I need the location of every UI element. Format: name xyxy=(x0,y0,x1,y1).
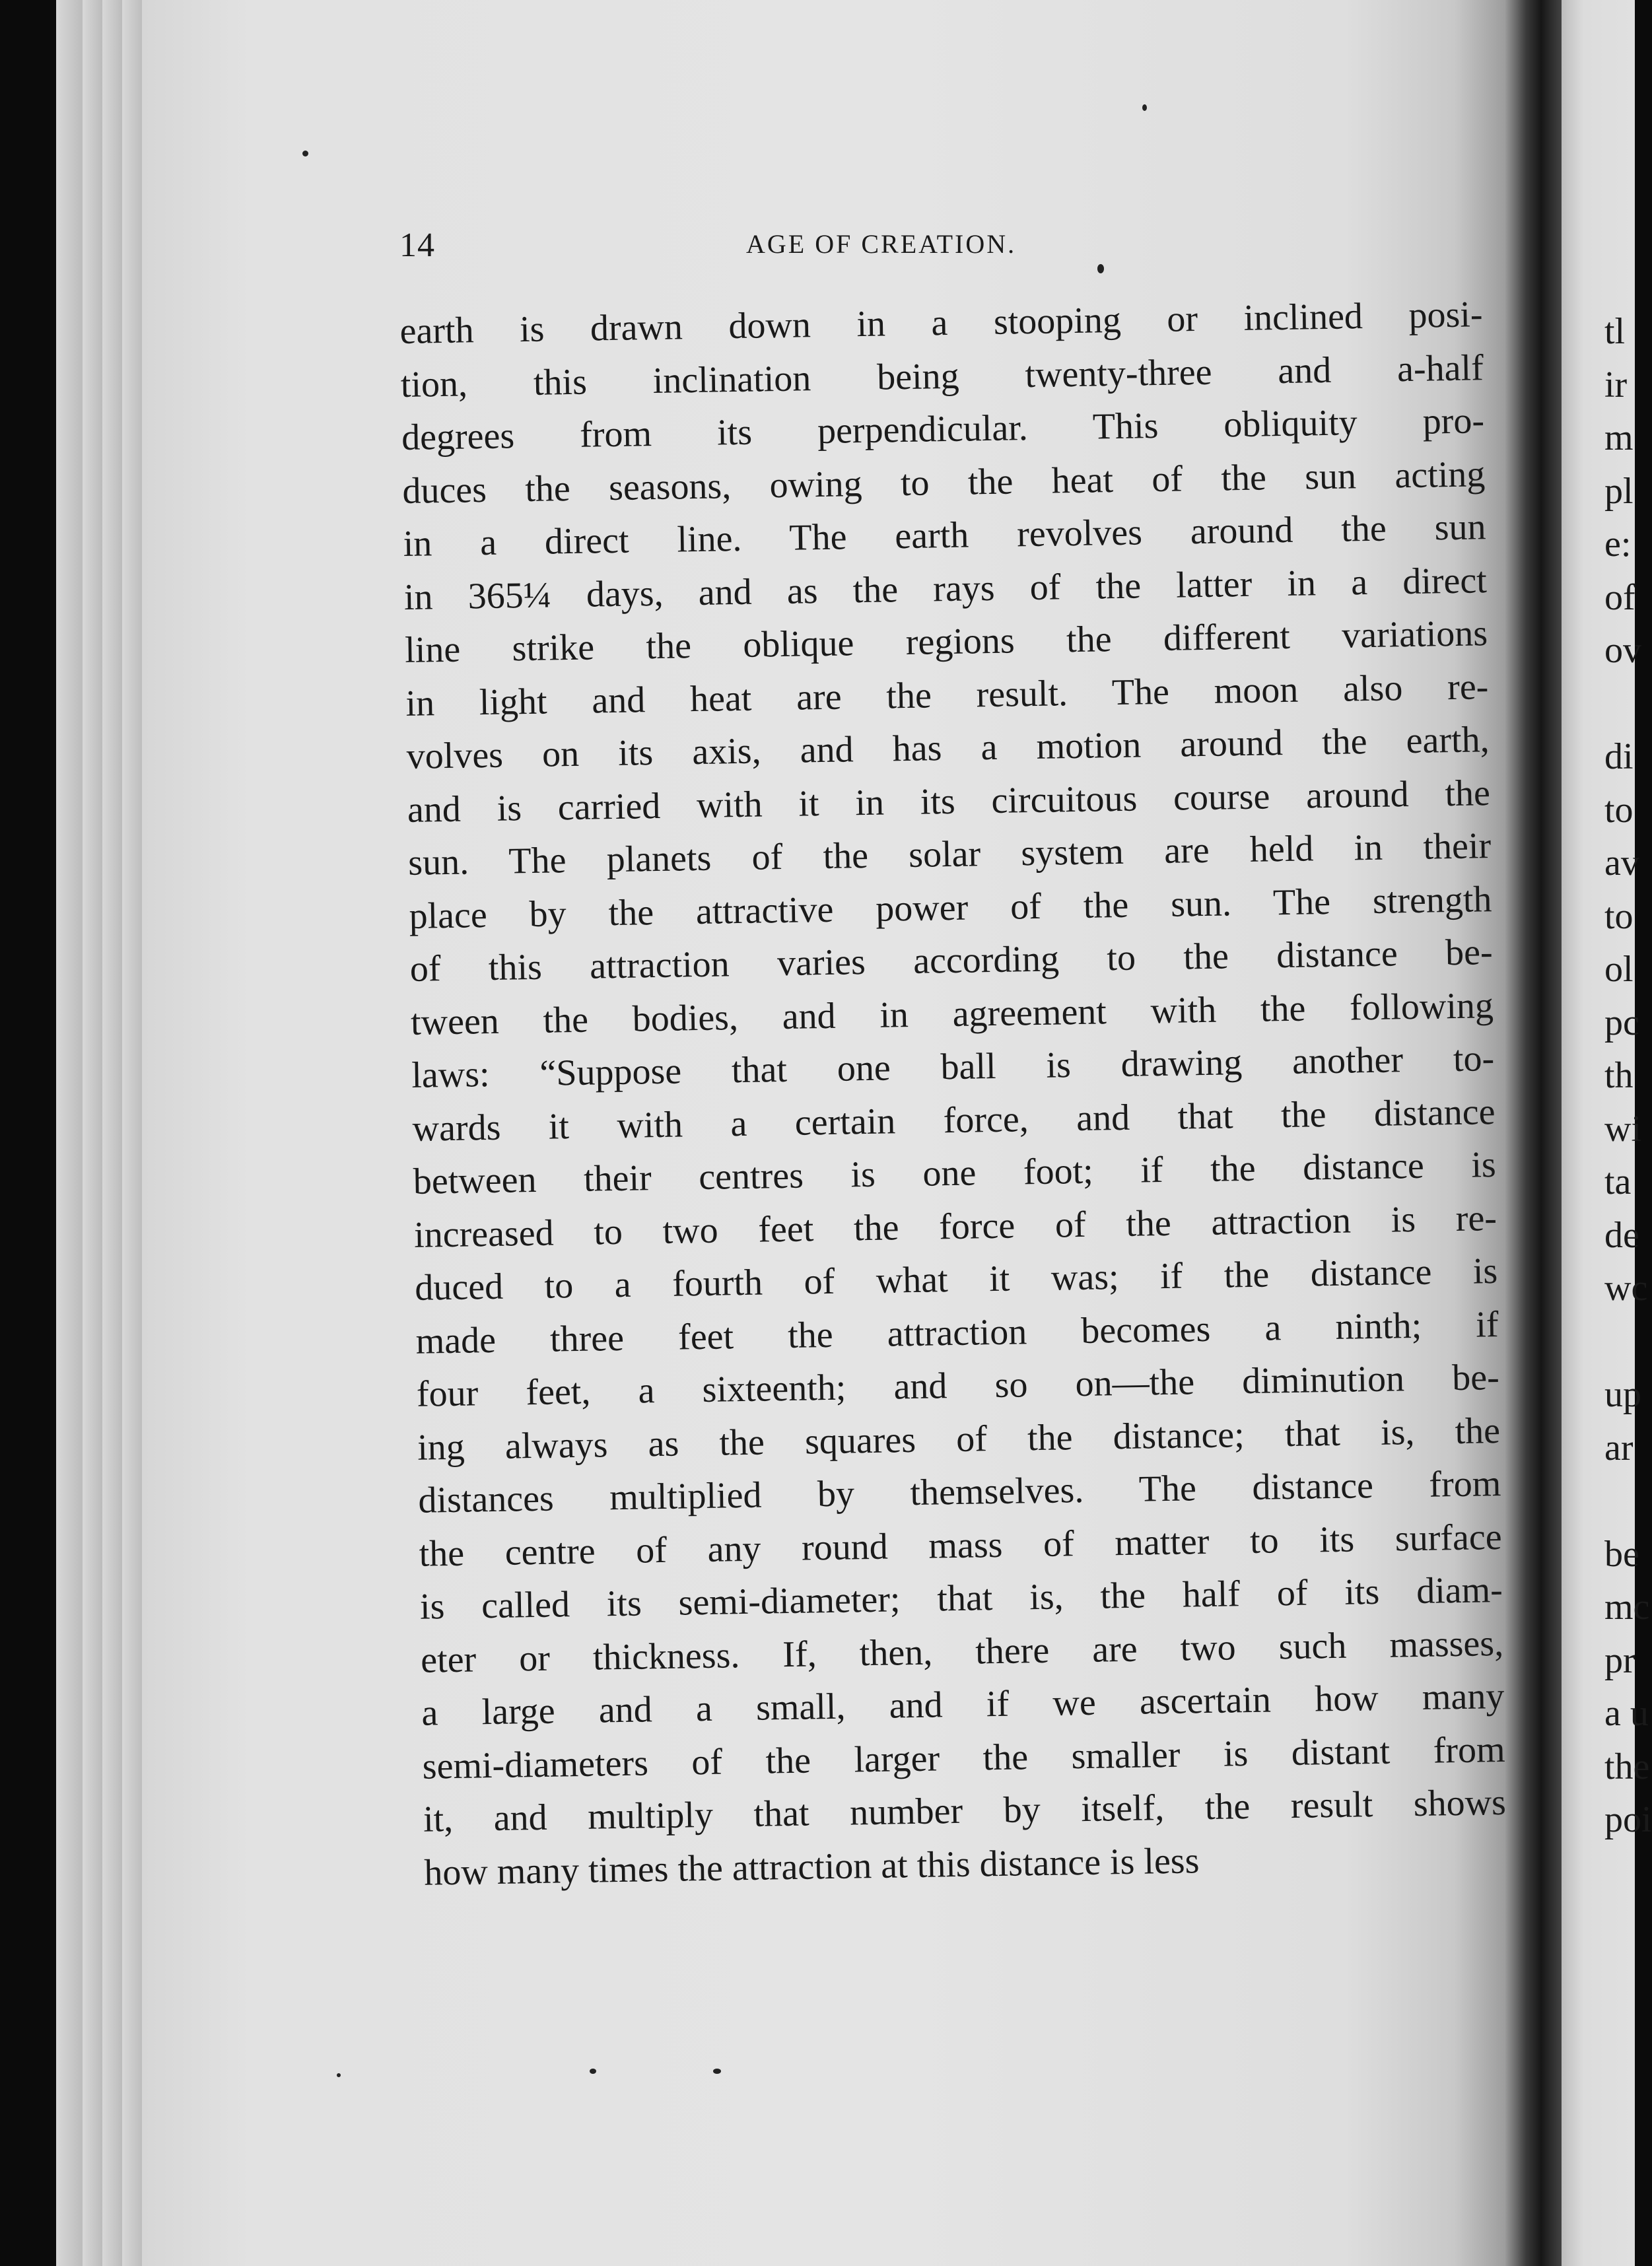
facing-text-fragment: be xyxy=(1604,1533,1639,1575)
text-line: degrees from its perpendicular. This obliquity pro- xyxy=(401,400,1485,458)
scan-speck xyxy=(302,151,308,156)
text-line: and is carried with it in its circuitous course around the xyxy=(407,772,1491,831)
body-text xyxy=(399,288,1507,1899)
facing-text-fragment xyxy=(1604,1474,1644,1528)
facing-text-fragment: up xyxy=(1604,1374,1641,1415)
text-line: tion, this inclination being twenty-three and a-half xyxy=(400,347,1484,405)
text-line: in 365¼ days, and as the rays of the latter in a direct xyxy=(403,559,1488,618)
facing-text-fragment xyxy=(1604,1847,1644,1900)
facing-text-fragment: poi xyxy=(1604,1799,1652,1840)
page-edge xyxy=(56,0,85,2266)
text-line: tween the bodies, and in agreement with the following xyxy=(410,984,1494,1043)
scan-speck xyxy=(713,2069,721,2074)
facing-text-fragment: pc xyxy=(1604,1002,1639,1043)
text-line: eter or thickness. If, then, there are two such masses, xyxy=(420,1622,1504,1681)
facing-text-fragment: of xyxy=(1604,576,1635,618)
facing-text-fragment xyxy=(1604,677,1644,731)
facing-text-fragment: pl xyxy=(1604,470,1634,512)
text-line: the centre of any round mass of matter to its surface xyxy=(419,1516,1502,1575)
text-line: semi-diameters of the larger the smaller is distant from xyxy=(422,1729,1506,1787)
text-line: place by the attractive power of the sun. The strength xyxy=(409,878,1492,937)
text-line: laws: “Suppose that one ball is drawing another to- xyxy=(411,1038,1495,1096)
facing-text-fragment: the xyxy=(1604,1746,1650,1787)
scan-speck xyxy=(1142,104,1147,111)
facing-text-fragment xyxy=(1604,1315,1644,1369)
facing-page-text xyxy=(1604,305,1652,1900)
facing-text-fragment: wi xyxy=(1604,1108,1641,1150)
text-line: line strike the oblique regions the different variations xyxy=(404,613,1488,671)
text-line: a large and a small, and if we ascertain how many xyxy=(421,1675,1505,1734)
text-line: in light and heat are the result. The moon also re- xyxy=(405,666,1489,724)
facing-text-fragment: ta xyxy=(1604,1161,1632,1202)
text-line: wards it with a certain force, and that the distance xyxy=(412,1091,1496,1150)
text-line: it, and multiply that number by itself, the result shows xyxy=(423,1781,1507,1840)
text-line: sun. The planets of the solar system are held in their xyxy=(407,825,1492,883)
text-line: duces the seasons, owing to the heat of the sun acting xyxy=(401,453,1486,512)
facing-text-fragment: tl xyxy=(1604,311,1626,352)
binding-gutter xyxy=(1505,0,1565,2266)
facing-text-fragment: ol xyxy=(1604,949,1634,990)
page-edge xyxy=(83,0,104,2266)
facing-text-fragment: ov xyxy=(1604,630,1641,671)
facing-text-fragment: th xyxy=(1604,1055,1634,1096)
text-line: increased to two feet the force of the attraction is re- xyxy=(413,1197,1497,1256)
scan-speck xyxy=(1097,264,1104,273)
facing-text-fragment: av xyxy=(1604,842,1639,883)
facing-text-fragment: di xyxy=(1604,736,1634,777)
facing-text-fragment: pr xyxy=(1604,1639,1635,1681)
running-head: AGE OF CREATION. xyxy=(746,229,1017,259)
scan-speck xyxy=(590,2069,596,2074)
facing-text-fragment: mc xyxy=(1604,1587,1650,1628)
text-line: earth is drawn down in a stooping or inclined posi- xyxy=(399,294,1483,352)
text-line: duced to a fourth of what it was; if the distance is xyxy=(414,1251,1498,1309)
facing-text-fragment: a u xyxy=(1604,1693,1649,1734)
text-line: is called its semi-diameter; that is, the half of its diam- xyxy=(419,1569,1503,1628)
facing-text-fragment: ar xyxy=(1604,1427,1634,1468)
facing-text-fragment: de xyxy=(1604,1214,1639,1256)
facing-text-fragment: m xyxy=(1604,417,1634,458)
facing-text-fragment: to xyxy=(1604,895,1634,937)
facing-text-fragment: e: xyxy=(1604,524,1632,565)
facing-text-fragment: ir xyxy=(1604,364,1628,405)
text-line: volves on its axis, and has a motion around the earth, xyxy=(406,719,1490,777)
page-edge xyxy=(102,0,124,2266)
text-line: made three feet the attraction becomes a ninth; if xyxy=(415,1303,1499,1362)
page-number: 14 xyxy=(399,226,435,264)
text-line: distances multiplied by themselves. The distance from xyxy=(417,1463,1501,1521)
text-line: four feet, a sixteenth; and so on—the diminution be- xyxy=(416,1357,1500,1415)
text-line: how many times the attraction at this distance is less xyxy=(423,1839,1200,1894)
text-line: between their centres is one foot; if the distance is xyxy=(413,1144,1497,1202)
text-line: in a direct line. The earth revolves around the sun xyxy=(403,506,1486,565)
scan-speck xyxy=(337,2073,341,2077)
facing-text-fragment: to xyxy=(1604,789,1634,831)
text-line: of this attraction varies according to the distance be- xyxy=(409,932,1494,990)
facing-text-fragment: wc xyxy=(1604,1268,1648,1309)
text-line: ing always as the squares of the distance; that is, the xyxy=(417,1410,1501,1468)
